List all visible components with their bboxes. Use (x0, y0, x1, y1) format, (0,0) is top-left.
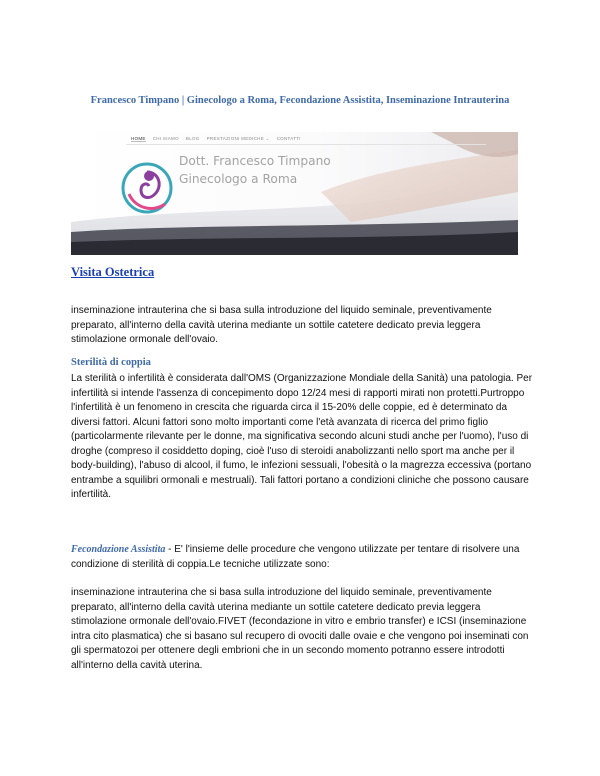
header-banner (71, 132, 518, 255)
nav-item-prestazioni[interactable]: PRESTAZIONI MEDICHE ⌄ (206, 136, 270, 141)
nav-item-chi-siamo[interactable]: CHI SIAMO (152, 136, 179, 141)
document-title: Francesco Timpano | Ginecologo a Roma, Fecondazione Assistita, Inseminazione Intrauterina (90, 95, 510, 106)
fecondazione-label: Fecondazione Assistita (71, 544, 166, 555)
section-heading-visita[interactable]: Visita Ostetrica (71, 265, 155, 279)
nav-item-contatti[interactable]: CONTATTI (276, 136, 301, 141)
nav-divider (126, 144, 486, 145)
tecniche-paragraph: inseminazione intrauterina che si basa sulla introduzione del liquido seminale, preventivamente preparato, all'interno della cavità uterina mediante un sottile catetere dedicato previa leggera stimolazione ormonale dell'ovaio.FIVET (fecondazione in vitro e embrio transfer) e ICSI (inseminazione intra cito plasmatica) che si basano sul recupero di ovociti dalle ovaie e che vengono poi inseminati con gli spermatozoi per ottenere degli embrioni che in un secondo momento potranno essere introdotti all'interno della cavità uterina. (71, 587, 529, 671)
doctor-name: Dott. Francesco Timpano (179, 154, 331, 168)
banner-nav (131, 136, 301, 142)
nav-item-home[interactable]: HOME (131, 136, 146, 141)
sterilita-heading: Sterilità di coppia (71, 357, 151, 368)
embryo-logo-icon (119, 154, 179, 222)
nav-item-blog[interactable]: BLOG (185, 136, 200, 141)
intro-paragraph: inseminazione intrauterina che si basa sulla introduzione del liquido seminale, preventivamente preparato, all'interno della cavità uterina mediante un sottile catetere dedicato previa leggera stimolazione ormonale dell'ovaio. (71, 305, 492, 345)
sterilita-paragraph: La sterilità o infertilità è considerata dall'OMS (Organizzazione Mondiale della Sanità) una patologia. Per infertilità si intende l'assenza di concepimento dopo 12/24 mesi di rapporti mirati non protetti.Purtroppo l'infertilità è un fenomeno in crescita che riguarda circa il 15-20% delle coppie, ed è determinato da diversi fattori. Alcuni fattori sono molto importanti come l'età avanzata di ricerca del primo figlio (particolarmente rilevante per le donne, ma significativa secondo alcuni studi anche per l'uomo), l'uso di droghe (compreso il cosiddetto doping, cioè l'uso di steroidi anabolizzanti nello sport ma anche per il body-building), l'abuso di alcool, il fumo, le infezioni sessuali, l'obesità o la magrezza eccessiva (portano entrambe a squilibri ormonali e mestruali). Tali fattori portano a condizioni cliniche che possono causare infertilità. (71, 373, 533, 500)
doctor-role: Ginecologo a Roma (179, 172, 298, 186)
fecondazione-paragraph (71, 543, 533, 572)
fecondazione-text: - E' l'insieme delle procedure che vengono utilizzate per tentare di risolvere una condizione di sterilità di coppia.Le tecniche utilizzate sono: (71, 544, 520, 570)
doctor-name-block (179, 152, 331, 188)
